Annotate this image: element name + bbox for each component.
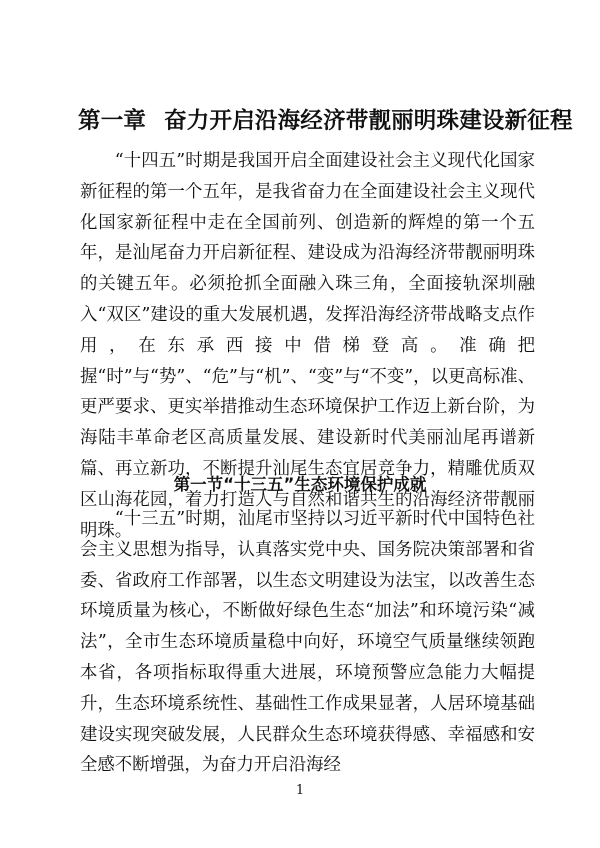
chapter-title-text: 奋力开启沿海经济带靓丽明珠建设新征程 — [164, 108, 573, 134]
chapter-title — [78, 106, 573, 136]
section-title: 第一节“十三五”生态环境保护成就 — [173, 475, 427, 494]
paragraph-achievements: “十三五”时期，汕尾市坚持以习近平新时代中国特色社会主义思想为指导，认真落实党中央、国务院决策部署和省委、省政府工作部署，以生态文明建设为法宝，以改善生态环境质量为核心，不断做好绿色生态“加法”和环境污染“减法”，全市生态环境质量稳中向好，环境空气质量继续领跑本省，各项指标取得重大进展，环境预警应急能力大幅提升，生态环境系统性、基础性工作成果显著，人居环境基础建设实现突破发展，人民群众生态环境获得感、幸福感和安全感不断增强，为奋力开启沿海经 — [80, 509, 535, 776]
page-number: 1 — [295, 783, 305, 798]
chapter-number: 第一章 — [78, 108, 147, 134]
paragraph-intro: “十四五”时期是我国开启全面建设社会主义现代化国家新征程的第一个五年，是我省奋力在全面建设社会主义现代化国家新征程中走在全国前列、创造新的辉煌的第一个五年，是汕尾奋力开启新征程、建设成为沿海经济带靓丽明珠的关键五年。必须抢抓全面融入珠三角，全面接轨深圳融入“双区”建设的重大发展机遇，发挥沿海经济带战略支点作用，在东承西接中借梯登高。准确把握“时”与“势”、“危”与“机”、“变”与“不变”，以更高标准、更严要求、更实举措推动生态环境保护工作迈上新台阶，为海陆丰革命老区高质量发展、建设新时代美丽汕尾再谱新篇、再立新功，不断提升汕尾生态宜居竞争力，精雕优质双区山海花园，着力打造人与自然和谐共生的沿海经济带靓丽明珠。 — [80, 151, 535, 541]
